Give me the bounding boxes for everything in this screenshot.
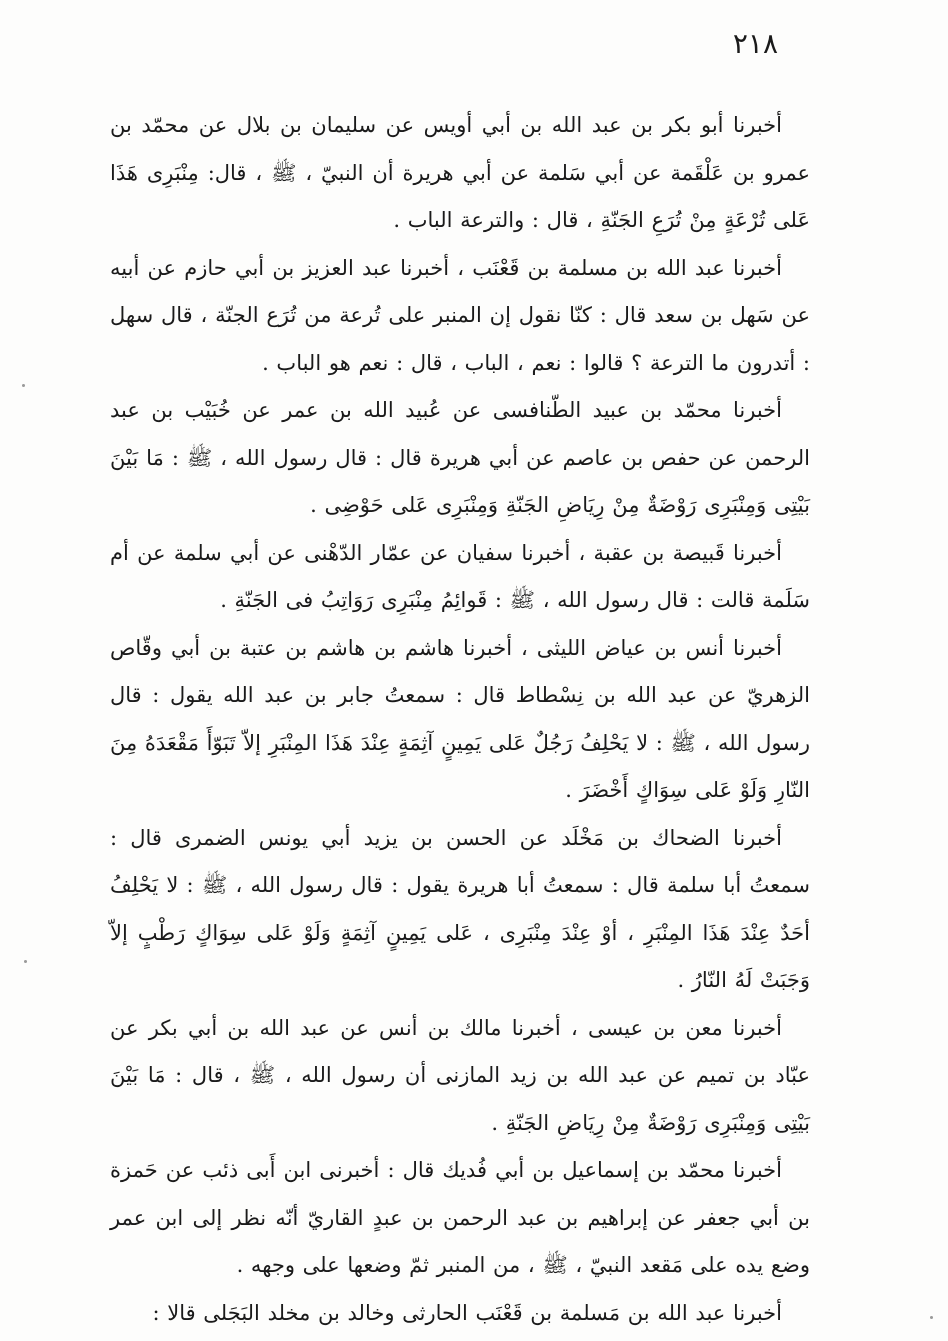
paragraph-3: أخبرنا محمّد بن عبيد الطّنافسى عن عُبيد الله بن عمر عن خُبَيْب بن عبد الرحمن عن حفص بن عاصم عن أبي هريرة قال : قال رسول الله ، ﷺ : مَا بَيْنَ بَيْتِى وَمِنْبَرِى رَوْضَةٌ مِنْ رِيَاضِ الجَنّةِ وَمِنْبَرِى عَلى حَوْضِى . <box>110 398 810 517</box>
scan-speck <box>24 960 27 963</box>
paragraph-2: أخبرنا عبد الله بن مسلمة بن قَعْنَب ، أخبرنا عبد العزيز بن أبي حازم عن أبيه عن سَهل بن سعد قال : كنّا نقول إن المنبر على تُرعة من تُرَع الجنّة ، قال سهل : أتدرون ما الترعة ؟ قالوا : نعم ، الباب ، قال : نعم هو الباب . <box>110 255 810 375</box>
page-number: ٢١٨ <box>732 27 778 60</box>
paragraph-1: أخبرنا أبو بكر بن عبد الله بن أبي أويس عن سليمان بن بلال عن محمّد بن عمرو بن عَلْقَمة عن أبي سَلمة عن أبي هريرة أن النبيّ ، ﷺ ، قال: مِنْبَرِى هَذَا عَلى تُرْعَةٍ مِنْ تُرَعِ الجَنّةِ ، قال : والترعة الباب . <box>110 113 810 232</box>
paragraph-6: أخبرنا الضحاك بن مَخْلَد عن الحسن بن يزيد أبي يونس الضمرى قال : سمعتُ أبا سلمة قال : سمعتُ أبا هريرة يقول : قال رسول الله ، ﷺ : لا يَحْلِفُ أحَدٌ عِنْدَ هَذَا المِنْبَرِ ، أوْ عِنْدَ مِنْبَرِى ، عَلى يَمِينٍ آثِمَةٍ وَلَوْ عَلى سِوَاكٍ رَطْبٍ إلاّ وَجَبَتْ لَهُ النّارُ . <box>110 825 810 992</box>
paragraph-5: أخبرنا أنس بن عياض الليثى ، أخبرنا هاشم بن هاشم بن عتبة بن أبي وقّاص الزهريّ عن عبد الله بن نِسْطاط قال : سمعتُ جابر بن عبد الله يقول : قال رسول الله ، ﷺ : لا يَحْلِفُ رَجُلٌ عَلى يَمِينٍ آثِمَةٍ عِنْدَ هَذَا المِنْبَرِ إلاّ تَبَوّأَ مَقْعَدَهُ مِنَ النّارِ وَلَوْ عَلى سِوَاكٍ أَخْضَرَ . <box>110 635 810 802</box>
body-text <box>110 102 810 1337</box>
paragraph-4: أخبرنا قَبيصة بن عقبة ، أخبرنا سفيان عن عمّار الدّهْنى عن أبي سلمة عن أم سَلَمة قالت : قال رسول الله ، ﷺ : قَوائِمُ مِنْبَرِى رَوَاتِبُ فى الجَنّةِ . <box>110 540 810 612</box>
scan-speck <box>22 384 25 387</box>
paragraph-9: أخبرنا عبد الله بن مَسلمة بن قَعْنَب الحارثى وخالد بن مخلد البَجَلى قالا : <box>152 1300 782 1325</box>
paragraph-8: أخبرنا محمّد بن إسماعيل بن أبي فُديك قال : أخبرنى ابن أَبى ذئب عن حَمزة بن أبي جعفر عن إبراهيم بن عبد الرحمن بن عبدٍ القاريّ أنّه نظر إلى ابن عمر وضع يده على مَقعد النبيّ ، ﷺ ، من المنبر ثمّ وضعها على وجهه . <box>110 1158 810 1277</box>
scan-speck <box>930 1316 933 1319</box>
paragraph-7: أخبرنا معن بن عيسى ، أخبرنا مالك بن أنس عن عبد الله بن أبي بكر عن عبّاد بن تميم عن عبد الله بن زيد المازنى أن رسول الله ، ﷺ ، قال : مَا بَيْنَ بَيْتِى وَمِنْبَرِى رَوْضَةٌ مِنْ رِيَاضِ الجَنّةِ . <box>110 1015 810 1135</box>
